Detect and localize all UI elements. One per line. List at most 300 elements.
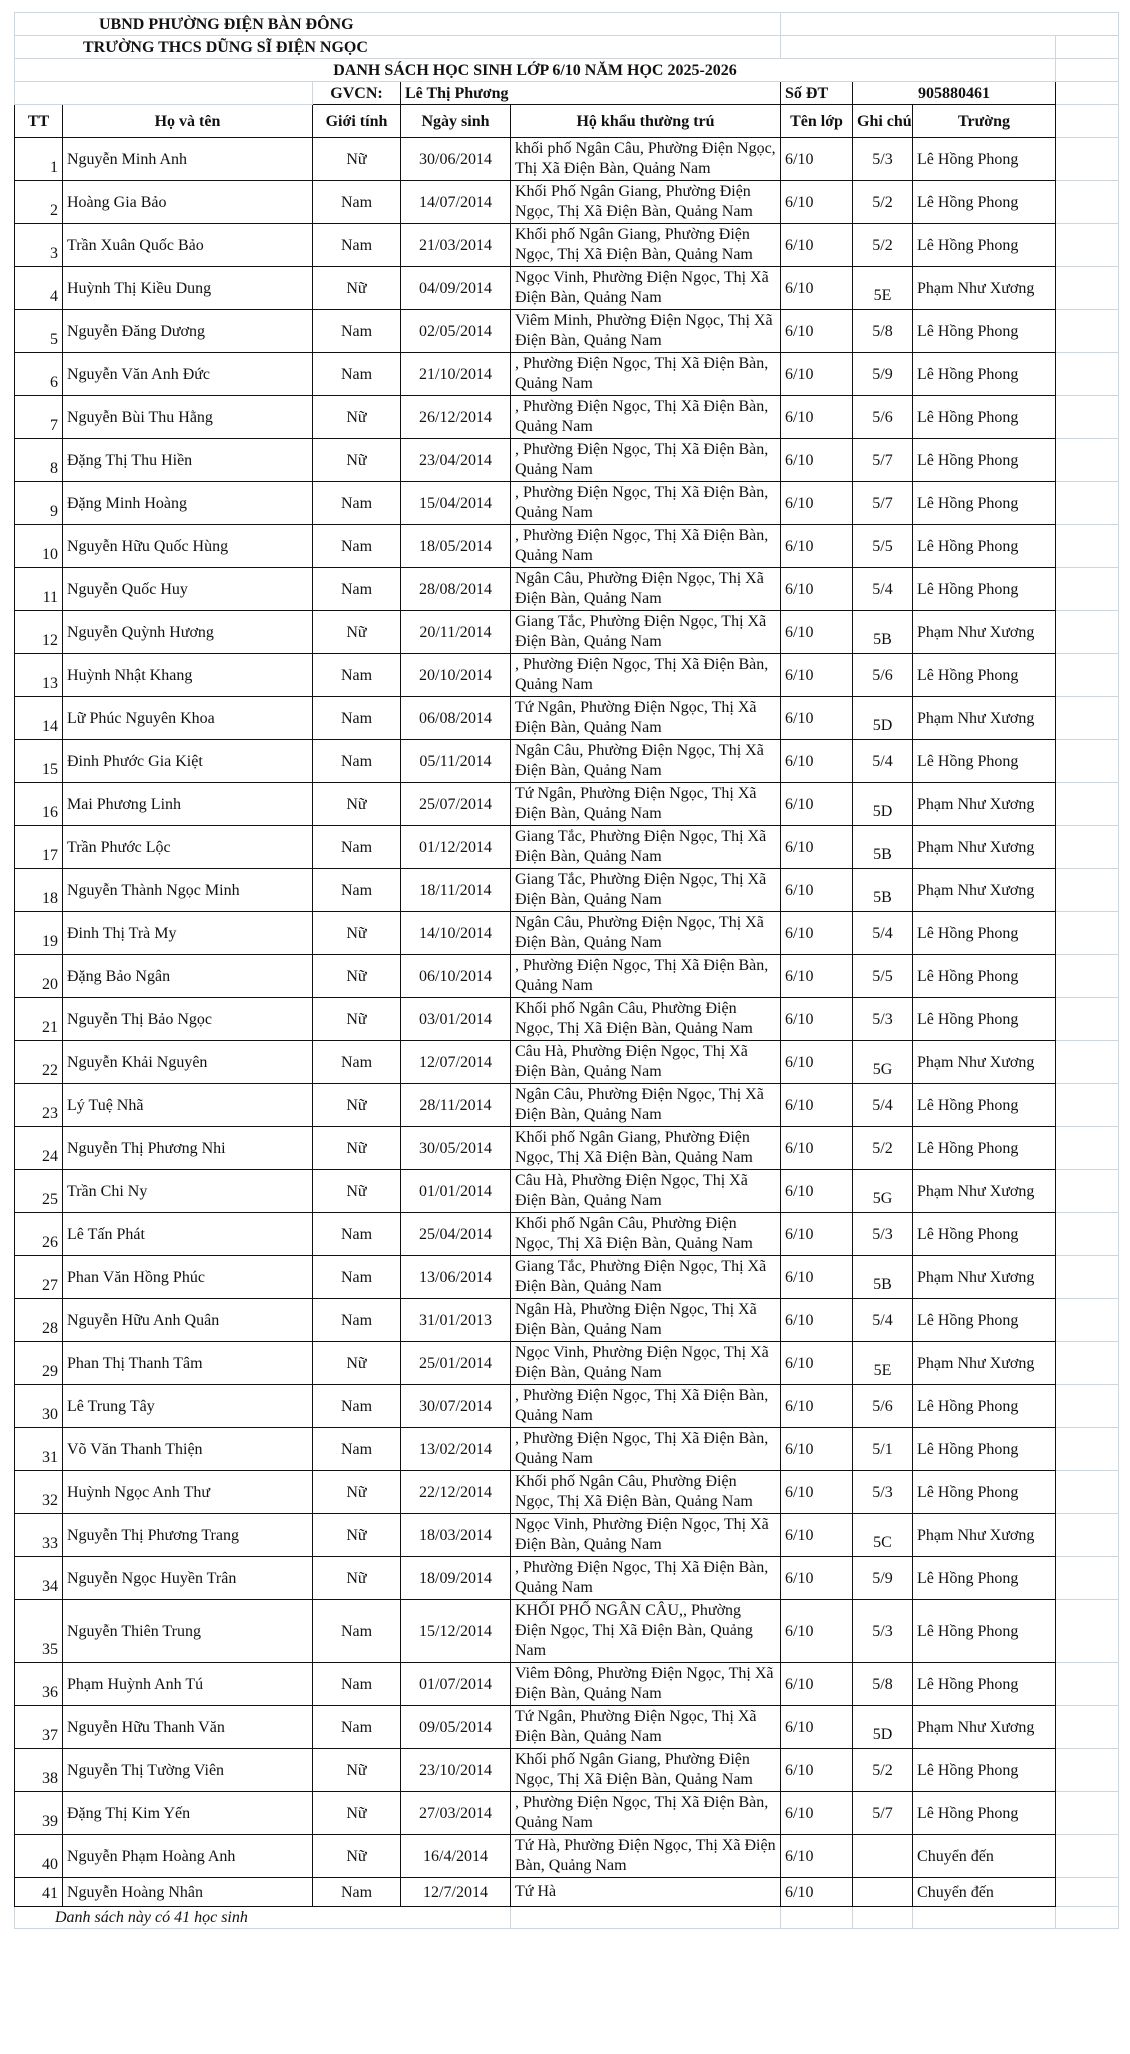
gender-cell: Nam	[313, 1878, 401, 1907]
gvcn-name: Lê Thị Phương	[401, 82, 781, 105]
note-cell: 5B	[853, 611, 913, 654]
school-cell: Lê Hồng Phong	[913, 439, 1056, 482]
class-cell: 6/10	[781, 1170, 853, 1213]
table-row	[15, 1170, 1119, 1213]
student-name: Nguyễn Minh Anh	[63, 138, 313, 181]
row-number: 33	[15, 1514, 63, 1557]
dob-cell: 06/08/2014	[401, 697, 511, 740]
address-cell: , Phường Điện Ngọc, Thị Xã Điện Bàn, Quảng Nam	[511, 353, 781, 396]
note-cell: 5/6	[853, 396, 913, 439]
class-cell: 6/10	[781, 697, 853, 740]
address-cell: Ngân Câu, Phường Điện Ngọc, Thị Xã Điện Bàn, Quảng Nam	[511, 912, 781, 955]
gender-cell: Nữ	[313, 1084, 401, 1127]
row-number: 9	[15, 482, 63, 525]
note-cell: 5B	[853, 1256, 913, 1299]
dob-cell: 13/02/2014	[401, 1428, 511, 1471]
row-number: 23	[15, 1084, 63, 1127]
school-cell: Lê Hồng Phong	[913, 525, 1056, 568]
student-name: Nguyễn Thành Ngọc Minh	[63, 869, 313, 912]
row-number: 37	[15, 1706, 63, 1749]
student-name: Phạm Huỳnh Anh Tú	[63, 1663, 313, 1706]
school-cell: Lê Hồng Phong	[913, 955, 1056, 998]
gender-cell: Nữ	[313, 396, 401, 439]
gender-cell: Nam	[313, 740, 401, 783]
row-number: 25	[15, 1170, 63, 1213]
gender-cell: Nam	[313, 1299, 401, 1342]
dob-cell: 15/04/2014	[401, 482, 511, 525]
empty-cell	[1056, 654, 1119, 697]
column-header-dob: Ngày sinh	[401, 105, 511, 138]
note-cell: 5/9	[853, 353, 913, 396]
gender-cell: Nam	[313, 697, 401, 740]
empty-cell	[1056, 568, 1119, 611]
column-header-name: Họ và tên	[63, 105, 313, 138]
note-cell: 5/3	[853, 1471, 913, 1514]
dob-cell: 30/05/2014	[401, 1127, 511, 1170]
dob-cell: 30/07/2014	[401, 1385, 511, 1428]
row-number: 10	[15, 525, 63, 568]
student-name: Lê Trung Tây	[63, 1385, 313, 1428]
row-number: 24	[15, 1127, 63, 1170]
row-number: 35	[15, 1600, 63, 1663]
address-cell: Tứ Hà	[511, 1878, 781, 1907]
address-cell: Khối phố Ngân Giang, Phường Điện Ngọc, Thị Xã Điện Bàn, Quảng Nam	[511, 1749, 781, 1792]
student-name: Nguyễn Ngọc Huyền Trân	[63, 1557, 313, 1600]
table-row	[15, 1213, 1119, 1256]
address-cell: Khối phố Ngân Câu, Phường Điện Ngọc, Thị Xã Điện Bàn, Quảng Nam	[511, 998, 781, 1041]
school-cell: Phạm Như Xương	[913, 1342, 1056, 1385]
school-cell: Phạm Như Xương	[913, 267, 1056, 310]
table-row	[15, 1385, 1119, 1428]
student-name: Nguyễn Thị Phương Nhi	[63, 1127, 313, 1170]
table-row	[15, 1792, 1119, 1835]
address-cell: Viêm Đông, Phường Điện Ngọc, Thị Xã Điện Bàn, Quảng Nam	[511, 1663, 781, 1706]
student-name: Nguyễn Bùi Thu Hằng	[63, 396, 313, 439]
gender-cell: Nữ	[313, 1835, 401, 1878]
empty-cell	[1056, 1213, 1119, 1256]
dob-cell: 02/05/2014	[401, 310, 511, 353]
address-cell: Tứ Ngân, Phường Điện Ngọc, Thị Xã Điện Bàn, Quảng Nam	[511, 1706, 781, 1749]
address-cell: , Phường Điện Ngọc, Thị Xã Điện Bàn, Quảng Nam	[511, 654, 781, 697]
table-row	[15, 869, 1119, 912]
dob-cell: 03/01/2014	[401, 998, 511, 1041]
student-name: Đặng Minh Hoàng	[63, 482, 313, 525]
class-cell: 6/10	[781, 1342, 853, 1385]
note-cell: 5/2	[853, 1127, 913, 1170]
student-name: Mai Phương Linh	[63, 783, 313, 826]
empty-cell	[1056, 912, 1119, 955]
student-name: Hoàng Gia Bảo	[63, 181, 313, 224]
dob-cell: 09/05/2014	[401, 1706, 511, 1749]
gender-cell: Nam	[313, 525, 401, 568]
student-name: Nguyễn Hoàng Nhân	[63, 1878, 313, 1907]
class-cell: 6/10	[781, 1385, 853, 1428]
dob-cell: 01/01/2014	[401, 1170, 511, 1213]
note-cell: 5/8	[853, 310, 913, 353]
table-row	[15, 138, 1119, 181]
empty-cell	[1056, 1256, 1119, 1299]
gender-cell: Nam	[313, 1663, 401, 1706]
class-cell: 6/10	[781, 1878, 853, 1907]
student-name: Đặng Thị Thu Hiền	[63, 439, 313, 482]
dob-cell: 14/10/2014	[401, 912, 511, 955]
table-row	[15, 1041, 1119, 1084]
empty-cell	[1056, 525, 1119, 568]
gender-cell: Nam	[313, 353, 401, 396]
dob-cell: 12/07/2014	[401, 1041, 511, 1084]
empty-cell	[1056, 1170, 1119, 1213]
school-cell: Lê Hồng Phong	[913, 1749, 1056, 1792]
empty-cell	[1056, 1428, 1119, 1471]
address-cell: , Phường Điện Ngọc, Thị Xã Điện Bàn, Quảng Nam	[511, 396, 781, 439]
gender-cell: Nam	[313, 181, 401, 224]
dob-cell: 18/09/2014	[401, 1557, 511, 1600]
class-cell: 6/10	[781, 611, 853, 654]
table-row	[15, 1127, 1119, 1170]
row-number: 30	[15, 1385, 63, 1428]
school-cell: Lê Hồng Phong	[913, 1792, 1056, 1835]
empty-cell	[1056, 1514, 1119, 1557]
row-number: 3	[15, 224, 63, 267]
class-cell: 6/10	[781, 1706, 853, 1749]
school-cell: Phạm Như Xương	[913, 697, 1056, 740]
address-cell: Khối phố Ngân Giang, Phường Điện Ngọc, Thị Xã Điện Bàn, Quảng Nam	[511, 224, 781, 267]
row-number: 39	[15, 1792, 63, 1835]
row-number: 13	[15, 654, 63, 697]
address-cell: , Phường Điện Ngọc, Thị Xã Điện Bàn, Quảng Nam	[511, 1792, 781, 1835]
note-cell: 5G	[853, 1170, 913, 1213]
table-row	[15, 955, 1119, 998]
table-row	[15, 1428, 1119, 1471]
empty-cell	[1056, 1878, 1119, 1907]
address-cell: Giang Tắc, Phường Điện Ngọc, Thị Xã Điện Bàn, Quảng Nam	[511, 611, 781, 654]
school-cell: Lê Hồng Phong	[913, 1084, 1056, 1127]
student-name: Trần Xuân Quốc Bảo	[63, 224, 313, 267]
empty-cell	[1056, 740, 1119, 783]
table-row	[15, 1514, 1119, 1557]
school-cell: Lê Hồng Phong	[913, 181, 1056, 224]
dob-cell: 20/10/2014	[401, 654, 511, 697]
class-cell: 6/10	[781, 396, 853, 439]
row-number: 11	[15, 568, 63, 611]
class-cell: 6/10	[781, 1299, 853, 1342]
dob-cell: 25/07/2014	[401, 783, 511, 826]
class-cell: 6/10	[781, 740, 853, 783]
row-number: 7	[15, 396, 63, 439]
class-cell: 6/10	[781, 568, 853, 611]
row-number: 19	[15, 912, 63, 955]
school-cell: Phạm Như Xương	[913, 1041, 1056, 1084]
table-row	[15, 267, 1119, 310]
note-cell: 5/7	[853, 1792, 913, 1835]
student-name: Trần Phước Lộc	[63, 826, 313, 869]
class-cell: 6/10	[781, 1428, 853, 1471]
gender-cell: Nữ	[313, 1170, 401, 1213]
gender-cell: Nữ	[313, 138, 401, 181]
student-name: Nguyễn Quỳnh Hương	[63, 611, 313, 654]
gender-cell: Nữ	[313, 1514, 401, 1557]
address-cell: Ngân Câu, Phường Điện Ngọc, Thị Xã Điện Bàn, Quảng Nam	[511, 568, 781, 611]
gender-cell: Nam	[313, 568, 401, 611]
gender-cell: Nam	[313, 1213, 401, 1256]
address-cell: , Phường Điện Ngọc, Thị Xã Điện Bàn, Quảng Nam	[511, 955, 781, 998]
phone-number: 905880461	[853, 82, 1056, 105]
table-row	[15, 310, 1119, 353]
footer-note: Danh sách này có 41 học sinh	[15, 1907, 511, 1929]
empty-cell	[1056, 267, 1119, 310]
dob-cell: 27/03/2014	[401, 1792, 511, 1835]
dob-cell: 13/06/2014	[401, 1256, 511, 1299]
row-number: 38	[15, 1749, 63, 1792]
student-name: Lữ Phúc Nguyên Khoa	[63, 697, 313, 740]
student-name: Nguyễn Hữu Anh Quân	[63, 1299, 313, 1342]
table-row	[15, 439, 1119, 482]
gender-cell: Nữ	[313, 439, 401, 482]
class-cell: 6/10	[781, 869, 853, 912]
note-cell: 5/3	[853, 1213, 913, 1256]
row-number: 36	[15, 1663, 63, 1706]
empty-cell	[1056, 1749, 1119, 1792]
class-cell: 6/10	[781, 1557, 853, 1600]
document-title: DANH SÁCH HỌC SINH LỚP 6/10 NĂM HỌC 2025-2026	[15, 59, 1056, 82]
address-cell: KHỐI PHỐ NGÂN CÂU,, Phường Điện Ngọc, Thị Xã Điện Bàn, Quảng Nam	[511, 1600, 781, 1663]
address-cell: Ngọc Vinh, Phường Điện Ngọc, Thị Xã Điện Bàn, Quảng Nam	[511, 267, 781, 310]
note-cell	[853, 1835, 913, 1878]
note-cell: 5/4	[853, 912, 913, 955]
row-number: 1	[15, 138, 63, 181]
school-cell: Phạm Như Xương	[913, 783, 1056, 826]
student-name: Huỳnh Nhật Khang	[63, 654, 313, 697]
dob-cell: 15/12/2014	[401, 1600, 511, 1663]
gender-cell: Nữ	[313, 1792, 401, 1835]
note-cell: 5/5	[853, 525, 913, 568]
school-cell: Lê Hồng Phong	[913, 1299, 1056, 1342]
row-number: 22	[15, 1041, 63, 1084]
school-cell: Phạm Như Xương	[913, 869, 1056, 912]
row-number: 31	[15, 1428, 63, 1471]
student-name: Võ Văn Thanh Thiện	[63, 1428, 313, 1471]
student-name: Huỳnh Ngọc Anh Thư	[63, 1471, 313, 1514]
gender-cell: Nam	[313, 654, 401, 697]
table-row	[15, 912, 1119, 955]
school-cell: Lê Hồng Phong	[913, 1213, 1056, 1256]
table-row	[15, 396, 1119, 439]
table-row	[15, 654, 1119, 697]
dob-cell: 05/11/2014	[401, 740, 511, 783]
class-cell: 6/10	[781, 654, 853, 697]
row-number: 20	[15, 955, 63, 998]
gender-cell: Nữ	[313, 912, 401, 955]
student-name: Nguyễn Phạm Hoàng Anh	[63, 1835, 313, 1878]
empty-cell	[1056, 353, 1119, 396]
empty-cell	[1056, 1600, 1119, 1663]
dob-cell: 16/4/2014	[401, 1835, 511, 1878]
gender-cell: Nam	[313, 310, 401, 353]
gender-cell: Nam	[313, 1041, 401, 1084]
note-cell: 5B	[853, 826, 913, 869]
dob-cell: 26/12/2014	[401, 396, 511, 439]
student-name: Phan Văn Hồng Phúc	[63, 1256, 313, 1299]
dob-cell: 01/07/2014	[401, 1663, 511, 1706]
school-cell: Phạm Như Xương	[913, 1256, 1056, 1299]
row-number: 41	[15, 1878, 63, 1907]
note-cell: 5/2	[853, 181, 913, 224]
note-cell: 5D	[853, 697, 913, 740]
school-heading: TRƯỜNG THCS DŨNG SĨ ĐIỆN NGỌC	[15, 36, 781, 59]
empty-cell	[1056, 1792, 1119, 1835]
class-cell: 6/10	[781, 912, 853, 955]
student-name: Phan Thị Thanh Tâm	[63, 1342, 313, 1385]
school-cell: Lê Hồng Phong	[913, 224, 1056, 267]
empty-cell	[1056, 1706, 1119, 1749]
note-cell: 5/8	[853, 1663, 913, 1706]
empty-cell	[1056, 697, 1119, 740]
address-cell: Khối phố Ngân Giang, Phường Điện Ngọc, Thị Xã Điện Bàn, Quảng Nam	[511, 1127, 781, 1170]
gender-cell: Nữ	[313, 955, 401, 998]
class-cell: 6/10	[781, 1600, 853, 1663]
school-cell: Phạm Như Xương	[913, 611, 1056, 654]
column-header-address: Hộ khẩu thường trú	[511, 105, 781, 138]
table-row	[15, 568, 1119, 611]
empty-cell	[1056, 138, 1119, 181]
class-cell: 6/10	[781, 267, 853, 310]
table-row	[15, 1878, 1119, 1907]
empty-cell	[1056, 1471, 1119, 1514]
note-cell: 5/1	[853, 1428, 913, 1471]
address-cell: Tứ Ngân, Phường Điện Ngọc, Thị Xã Điện Bàn, Quảng Nam	[511, 697, 781, 740]
note-cell: 5/3	[853, 1600, 913, 1663]
authority-heading: UBND PHƯỜNG ĐIỆN BÀN ĐÔNG	[15, 13, 781, 36]
row-number: 14	[15, 697, 63, 740]
row-number: 15	[15, 740, 63, 783]
row-number: 8	[15, 439, 63, 482]
class-cell: 6/10	[781, 439, 853, 482]
empty-cell	[1056, 783, 1119, 826]
phone-label: Số ĐT	[781, 82, 853, 105]
dob-cell: 06/10/2014	[401, 955, 511, 998]
dob-cell: 04/09/2014	[401, 267, 511, 310]
gender-cell: Nữ	[313, 1557, 401, 1600]
school-cell: Lê Hồng Phong	[913, 568, 1056, 611]
student-list-sheet	[14, 12, 1119, 1929]
class-cell: 6/10	[781, 1471, 853, 1514]
address-cell: Viêm Minh, Phường Điện Ngọc, Thị Xã Điện Bàn, Quảng Nam	[511, 310, 781, 353]
row-number: 34	[15, 1557, 63, 1600]
address-cell: Ngân Câu, Phường Điện Ngọc, Thị Xã Điện Bàn, Quảng Nam	[511, 740, 781, 783]
gender-cell: Nam	[313, 1256, 401, 1299]
note-cell: 5/6	[853, 654, 913, 697]
note-cell: 5/4	[853, 568, 913, 611]
school-cell: Lê Hồng Phong	[913, 998, 1056, 1041]
class-cell: 6/10	[781, 1749, 853, 1792]
column-header-note: Ghi chú	[853, 105, 913, 138]
gender-cell: Nam	[313, 869, 401, 912]
gvcn-label: GVCN:	[313, 82, 401, 105]
address-cell: , Phường Điện Ngọc, Thị Xã Điện Bàn, Quảng Nam	[511, 1385, 781, 1428]
school-cell: Phạm Như Xương	[913, 826, 1056, 869]
column-header-row	[15, 105, 1119, 138]
empty-cell	[1056, 396, 1119, 439]
student-name: Nguyễn Quốc Huy	[63, 568, 313, 611]
dob-cell: 28/11/2014	[401, 1084, 511, 1127]
note-cell: 5/3	[853, 998, 913, 1041]
empty-cell	[1056, 1127, 1119, 1170]
table-row	[15, 181, 1119, 224]
class-cell: 6/10	[781, 1041, 853, 1084]
student-name: Đặng Thị Kim Yến	[63, 1792, 313, 1835]
address-cell: Giang Tắc, Phường Điện Ngọc, Thị Xã Điện Bàn, Quảng Nam	[511, 826, 781, 869]
school-cell: Lê Hồng Phong	[913, 1127, 1056, 1170]
note-cell	[853, 1878, 913, 1907]
note-cell: 5E	[853, 267, 913, 310]
class-cell: 6/10	[781, 1792, 853, 1835]
column-header-gender: Giới tính	[313, 105, 401, 138]
address-cell: Tứ Ngân, Phường Điện Ngọc, Thị Xã Điện Bàn, Quảng Nam	[511, 783, 781, 826]
class-cell: 6/10	[781, 955, 853, 998]
school-cell: Lê Hồng Phong	[913, 1557, 1056, 1600]
dob-cell: 12/7/2014	[401, 1878, 511, 1907]
class-cell: 6/10	[781, 998, 853, 1041]
row-number: 27	[15, 1256, 63, 1299]
row-number: 21	[15, 998, 63, 1041]
note-cell: 5/7	[853, 439, 913, 482]
note-cell: 5/4	[853, 740, 913, 783]
dob-cell: 23/10/2014	[401, 1749, 511, 1792]
school-cell: Lê Hồng Phong	[913, 654, 1056, 697]
empty-cell	[1056, 439, 1119, 482]
class-cell: 6/10	[781, 525, 853, 568]
address-cell: Ngân Câu, Phường Điện Ngọc, Thị Xã Điện Bàn, Quảng Nam	[511, 1084, 781, 1127]
address-cell: Giang Tắc, Phường Điện Ngọc, Thị Xã Điện Bàn, Quảng Nam	[511, 1256, 781, 1299]
class-cell: 6/10	[781, 1127, 853, 1170]
school-cell: Lê Hồng Phong	[913, 138, 1056, 181]
note-cell: 5/9	[853, 1557, 913, 1600]
class-cell: 6/10	[781, 1835, 853, 1878]
empty-cell	[1056, 1342, 1119, 1385]
class-cell: 6/10	[781, 181, 853, 224]
address-cell: , Phường Điện Ngọc, Thị Xã Điện Bàn, Quảng Nam	[511, 482, 781, 525]
school-cell: Lê Hồng Phong	[913, 353, 1056, 396]
table-row	[15, 998, 1119, 1041]
gender-cell: Nữ	[313, 998, 401, 1041]
table-row	[15, 1706, 1119, 1749]
student-name: Đinh Thị Trà My	[63, 912, 313, 955]
gender-cell: Nữ	[313, 1342, 401, 1385]
empty-cell	[1056, 1385, 1119, 1428]
table-row	[15, 482, 1119, 525]
table-row	[15, 1084, 1119, 1127]
empty-cell	[1056, 1299, 1119, 1342]
note-cell: 5/4	[853, 1299, 913, 1342]
gender-cell: Nữ	[313, 611, 401, 654]
school-cell: Lê Hồng Phong	[913, 1600, 1056, 1663]
table-row	[15, 353, 1119, 396]
empty-cell	[1056, 482, 1119, 525]
table-row	[15, 1256, 1119, 1299]
dob-cell: 25/01/2014	[401, 1342, 511, 1385]
address-cell: , Phường Điện Ngọc, Thị Xã Điện Bàn, Quảng Nam	[511, 1557, 781, 1600]
address-cell: , Phường Điện Ngọc, Thị Xã Điện Bàn, Quảng Nam	[511, 439, 781, 482]
gender-cell: Nam	[313, 224, 401, 267]
row-number: 40	[15, 1835, 63, 1878]
class-cell: 6/10	[781, 826, 853, 869]
table-row	[15, 740, 1119, 783]
note-cell: 5/4	[853, 1084, 913, 1127]
school-cell: Chuyển đến	[913, 1835, 1056, 1878]
dob-cell: 23/04/2014	[401, 439, 511, 482]
empty-cell	[1056, 310, 1119, 353]
empty-cell	[1056, 1835, 1119, 1878]
